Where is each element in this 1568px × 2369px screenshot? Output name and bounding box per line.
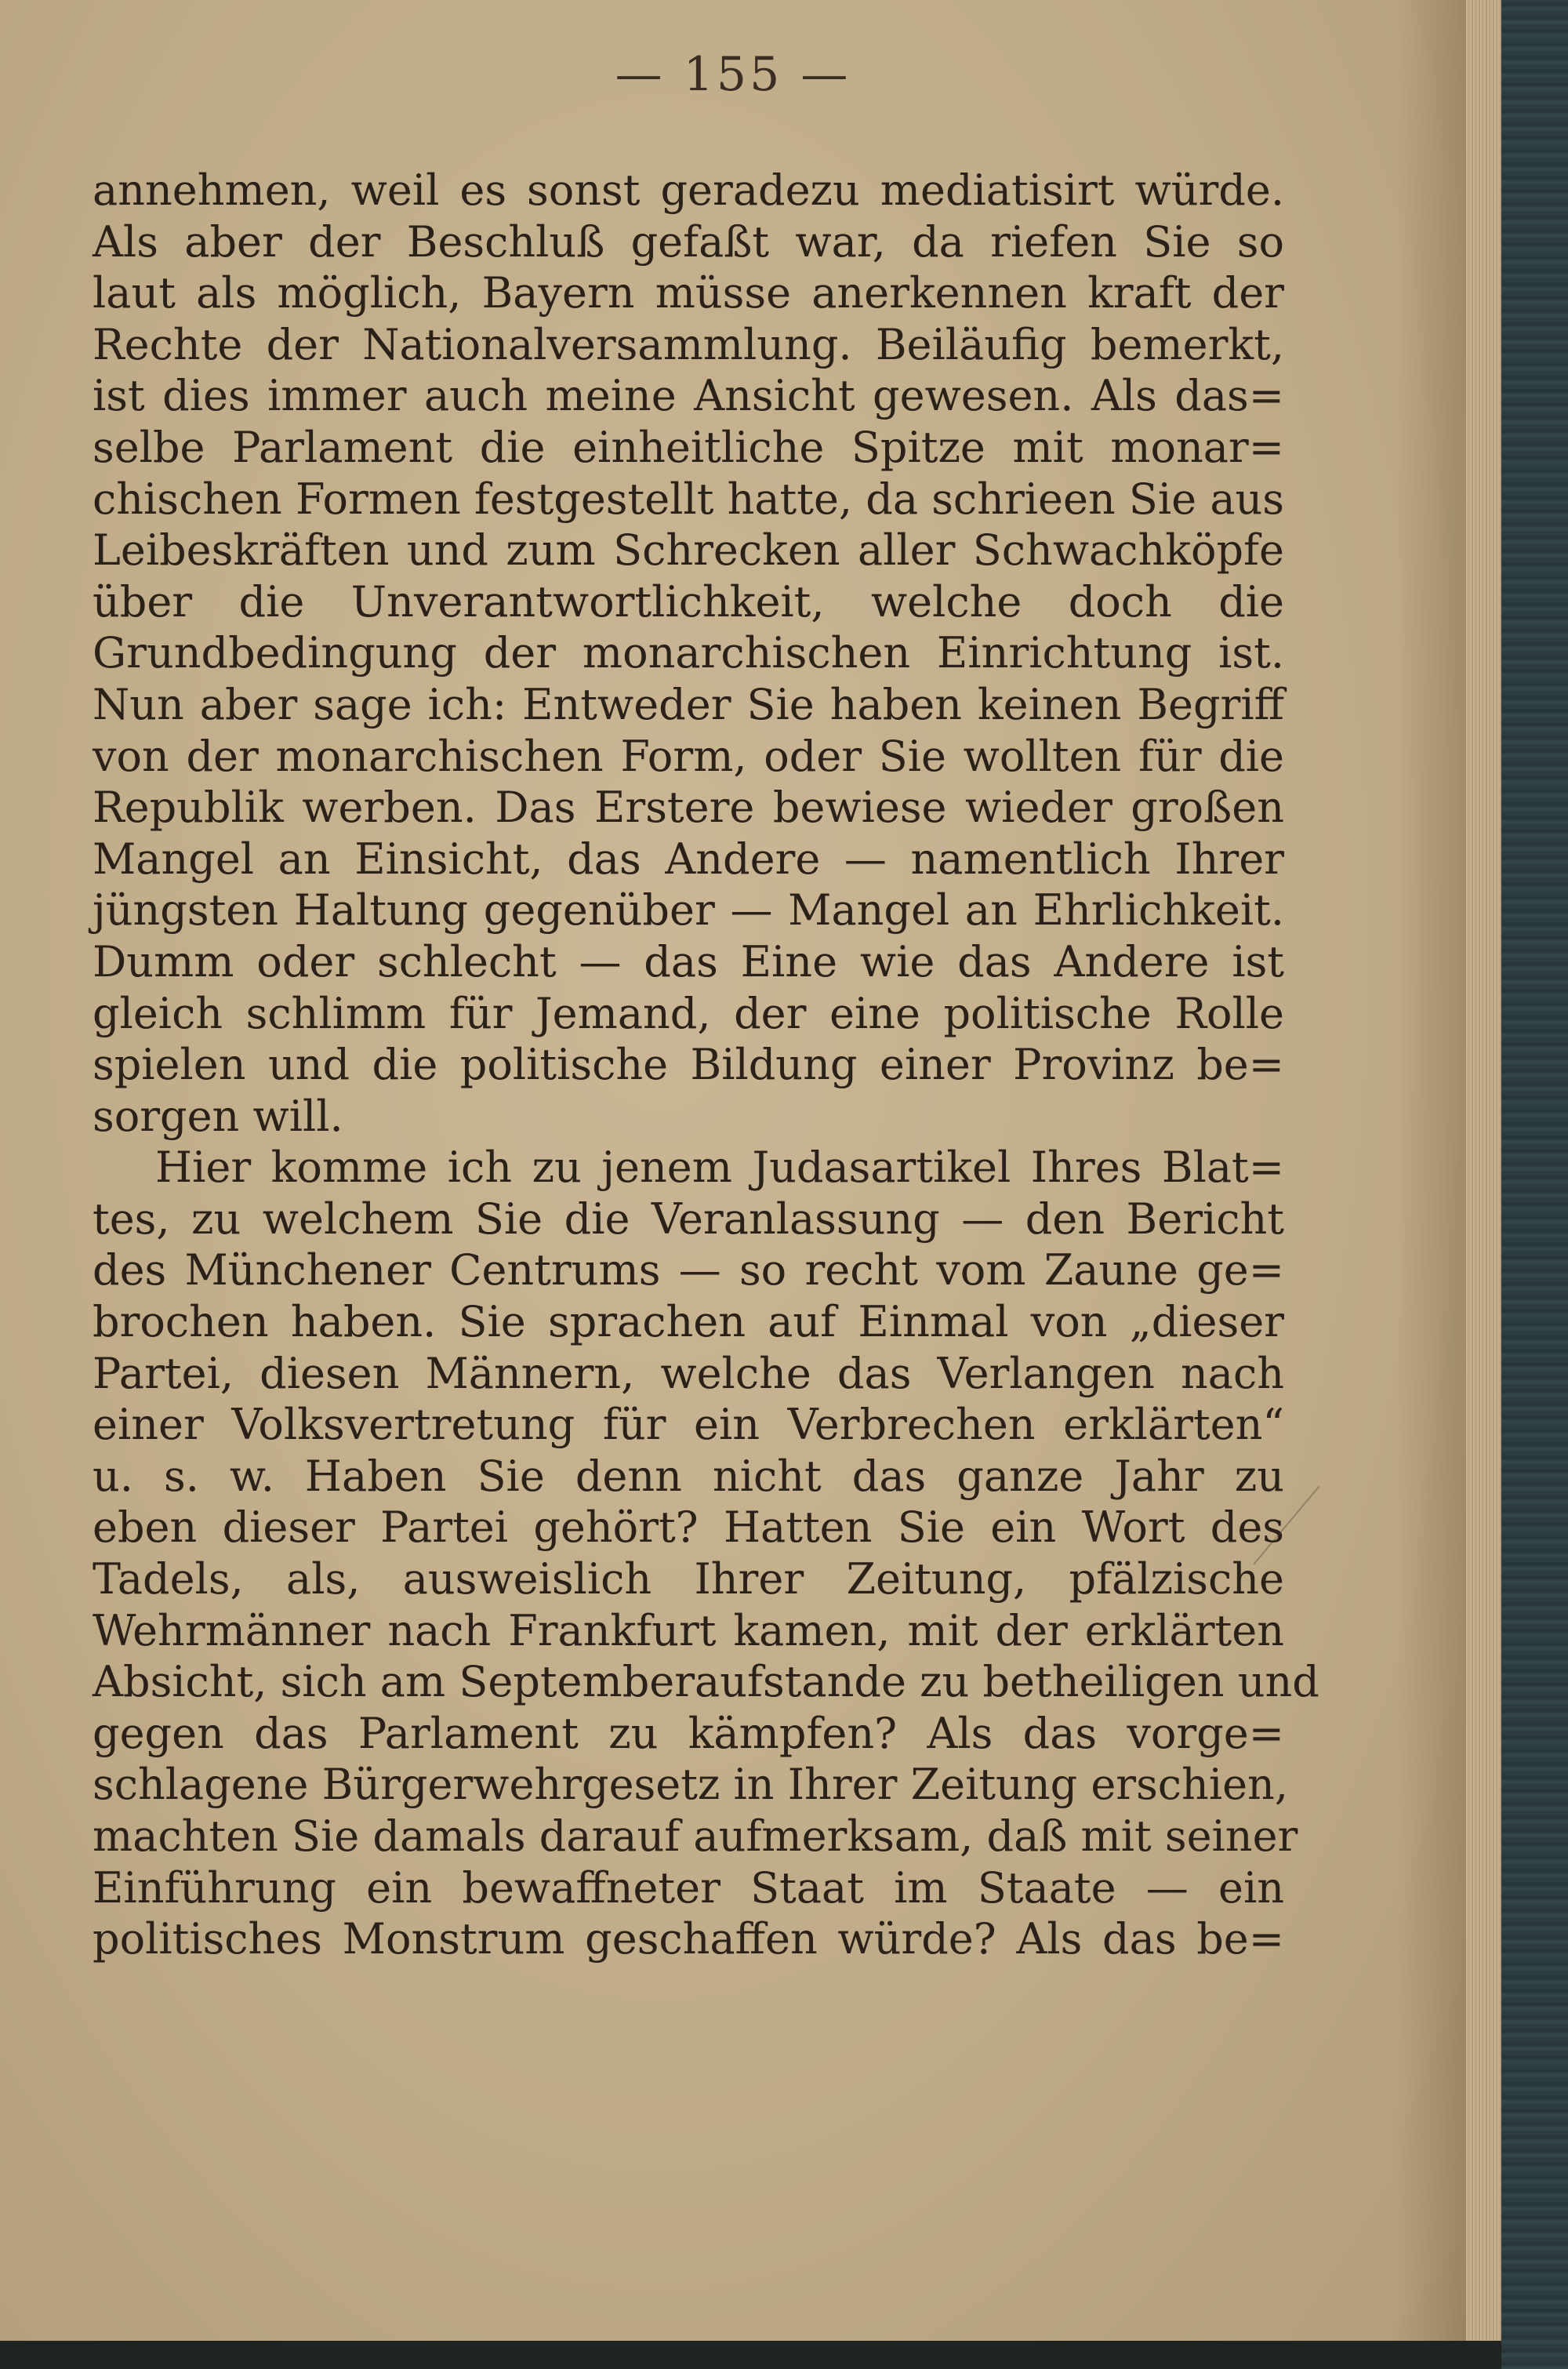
text-line: sorgen will. xyxy=(93,1091,343,1141)
text-line: gegen das Parlament zu kämpfen? Als das vorge= xyxy=(93,1708,1284,1758)
text-line: brochen haben. Sie sprachen auf Einmal von „dieser xyxy=(93,1297,1284,1347)
page-text xyxy=(93,165,1319,1965)
text-line: über die Unverantwortlichkeit, welche doch die xyxy=(93,576,1284,627)
text-line: Grundbedingung der monarchischen Einrichtung ist. xyxy=(93,628,1284,678)
text-line: selbe Parlament die einheitliche Spitze mit monar= xyxy=(93,422,1284,472)
text-line: Leibeskräften und zum Schrecken aller Schwachköpfe xyxy=(93,525,1284,576)
text-line: ist dies immer auch meine Ansicht gewesen. Als das= xyxy=(93,371,1284,421)
bottom-shadow xyxy=(0,2341,1501,2369)
text-line: Als aber der Beschluß gefaßt war, da riefen Sie so xyxy=(93,216,1284,267)
text-line: Mangel an Einsicht, das Andere — namentlich Ihrer xyxy=(93,834,1284,884)
text-line: von der monarchischen Form, oder Sie wollten für die xyxy=(93,731,1284,781)
text-line: einer Volksvertretung für ein Verbrechen erklärten“ xyxy=(93,1400,1284,1450)
text-line: laut als möglich, Bayern müsse anerkennen kraft der xyxy=(93,268,1284,318)
text-line: gleich schlimm für Jemand, der eine politische Rolle xyxy=(93,988,1284,1038)
text-line: Hier komme ich zu jenem Judasartikel Ihres Blat= xyxy=(155,1143,1284,1193)
text-line: u. s. w. Haben Sie denn nicht das ganze Jahr zu xyxy=(93,1451,1284,1501)
text-line: Absicht, sich am Septemberaufstande zu betheiligen und xyxy=(93,1657,1319,1707)
text-line: politisches Monstrum geschaffen würde? Als das be= xyxy=(93,1914,1284,1964)
text-line: Wehrmänner nach Frankfurt kamen, mit der erklärten xyxy=(93,1605,1284,1655)
text-line: Tadels, als, ausweislich Ihrer Zeitung, pfälzische xyxy=(93,1554,1284,1604)
text-line: tes, zu welchem Sie die Veranlassung — den Bericht xyxy=(93,1194,1284,1244)
text-line: Nun aber sage ich: Entweder Sie haben keinen Begriff xyxy=(93,679,1284,729)
text-line: spielen und die politische Bildung einer Provinz be= xyxy=(93,1040,1284,1090)
text-line: Dumm oder schlecht — das Eine wie das Andere ist xyxy=(93,936,1284,986)
page-number: — 155 — xyxy=(615,47,851,102)
text-line: Partei, diesen Männern, welche das Verlangen nach xyxy=(93,1348,1284,1398)
text-line: annehmen, weil es sonst geradezu mediatisirt würde. xyxy=(93,165,1284,215)
text-line: chischen Formen festgestellt hatte, da schrieen Sie aus xyxy=(93,474,1284,524)
text-line: des Münchener Centrums — so recht vom Zaune ge= xyxy=(93,1245,1284,1295)
text-line: Einführung ein bewaffneter Staat im Staate — ein xyxy=(93,1862,1284,1913)
text-line: machten Sie damals darauf aufmerksam, daß mit seiner xyxy=(93,1811,1298,1861)
text-line: Republik werben. Das Erstere bewiese wieder großen xyxy=(93,783,1284,833)
text-line: jüngsten Haltung gegenüber — Mangel an Ehrlichkeit. xyxy=(93,885,1284,936)
text-line: Rechte der Nationalversammlung. Beiläufig bemerkt, xyxy=(93,319,1284,369)
page-block-edge xyxy=(1466,0,1501,2341)
text-line: schlagene Bürgerwehrgesetz in Ihrer Zeitung erschien, xyxy=(93,1760,1288,1810)
book-cover-edge xyxy=(1490,0,1568,2369)
page-edge-shade xyxy=(1396,0,1466,2341)
text-line: eben dieser Partei gehört? Hatten Sie ein Wort des xyxy=(93,1502,1284,1553)
